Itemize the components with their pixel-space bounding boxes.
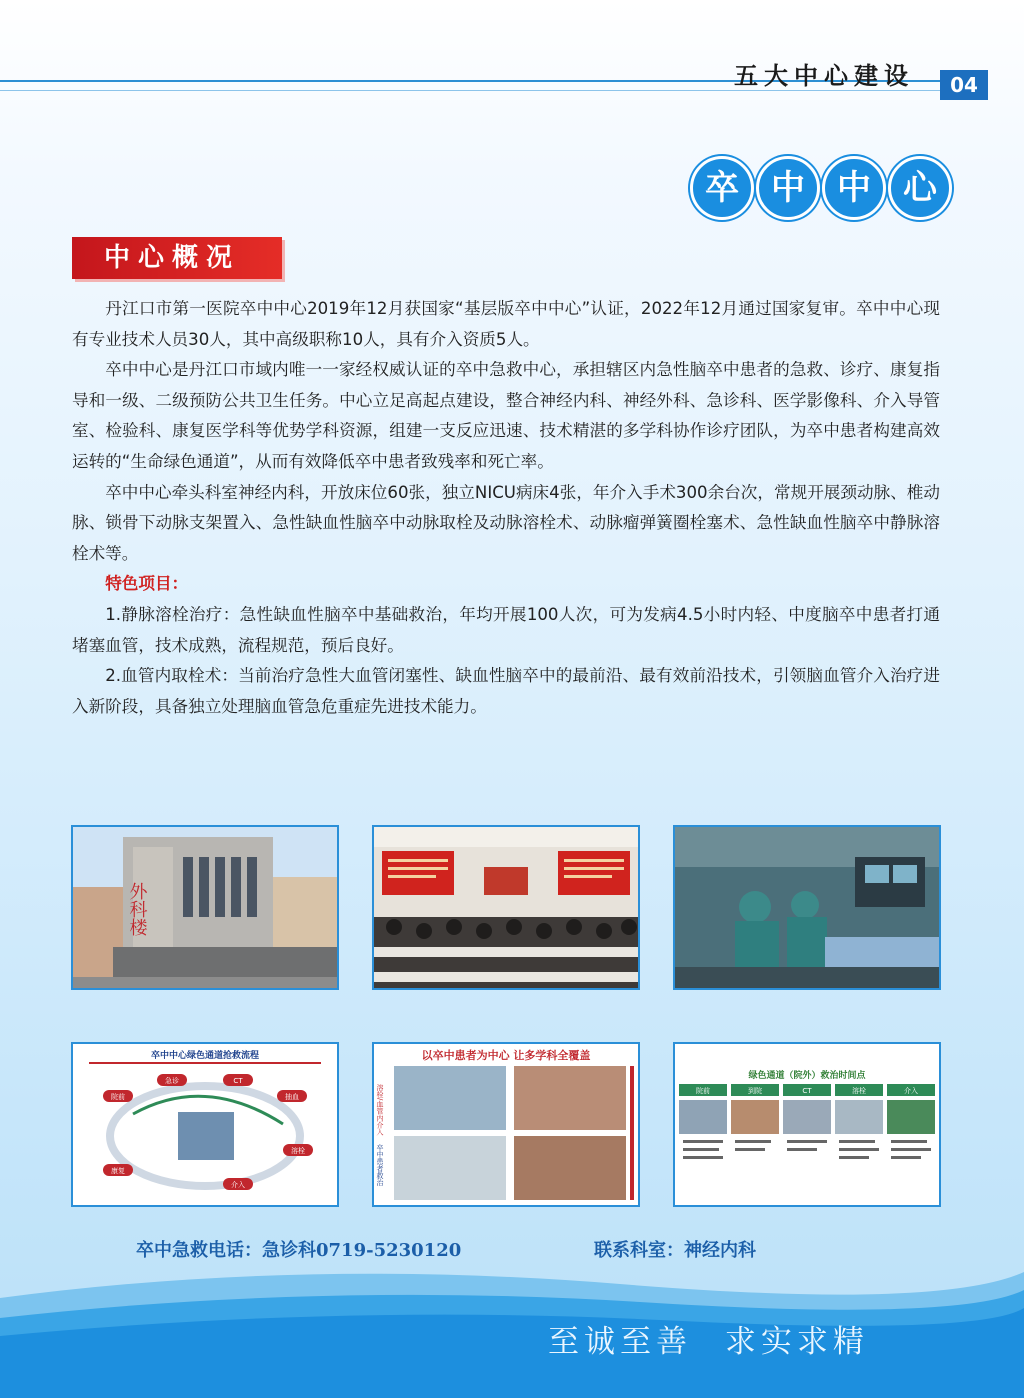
timeline-step: 介入 bbox=[904, 1087, 918, 1095]
photo-timeline bbox=[673, 1042, 941, 1207]
flow-node: 溶栓 bbox=[291, 1147, 305, 1155]
feature-item: 2.血管内取栓术：当前治疗急性大血管闭塞性、缺血性脑卒中的最前沿、最有效前沿技术，引领脑血管介入治疗进入新阶段，具备独立处理脑血管急危重症先进技术能力。 bbox=[72, 666, 940, 716]
timeline-step: 院前 bbox=[696, 1087, 710, 1095]
photo-surgery bbox=[673, 825, 941, 990]
body-text bbox=[72, 294, 940, 722]
page-title bbox=[690, 156, 952, 220]
hotline-text: 卒中急救电话：急诊科0719-5230120 bbox=[136, 1240, 462, 1261]
paragraph: 卒中中心牵头科室神经内科，开放床位60张，独立NICU病床4张，年介入手术300余台次，常规开展颈动脉、椎动脉、锁骨下动脉支架置入、急性缺血性脑卒中动脉取栓及动脉溶栓术、动脉瘤弹簧圈栓塞术、急性缺血性脑卒中静脉溶栓术等。 bbox=[72, 482, 940, 563]
flow-node: 院前 bbox=[111, 1093, 125, 1101]
flow-node: 急诊 bbox=[165, 1077, 179, 1085]
title-char: 卒 bbox=[690, 156, 754, 220]
page-number: 04 bbox=[940, 70, 988, 100]
timeline-steps bbox=[679, 1084, 935, 1096]
flow-node: 康复 bbox=[111, 1167, 125, 1175]
section-title: 五大中心建设 bbox=[734, 61, 914, 90]
feature-heading: 特色项目： bbox=[105, 574, 189, 594]
feature-item: 1.静脉溶栓治疗：急性缺血性脑卒中基础救治，年均开展100人次，可为发病4.5小时内轻、中度脑卒中患者打通堵塞血管，技术成熟，流程规范，预后良好。 bbox=[72, 604, 940, 655]
collage-side-top: 溶栓/血管内介入 bbox=[376, 1084, 384, 1136]
photo-collage bbox=[372, 1042, 640, 1207]
building-sign: 外科楼 bbox=[126, 882, 148, 936]
flow-node: CT bbox=[233, 1077, 243, 1085]
paragraph: 丹江口市第一医院卒中中心2019年12月获国家“基层版卒中中心”认证，2022年12月通过国家复审。卒中中心现有专业技术人员30人，其中高级职称10人，具有介入资质5人。 bbox=[72, 299, 940, 349]
title-char: 心 bbox=[888, 156, 952, 220]
department-text: 联系科室：神经内科 bbox=[594, 1240, 756, 1261]
slogan: 至诚至善 求实求精 bbox=[548, 1324, 869, 1360]
timeline-step: 溶栓 bbox=[852, 1087, 866, 1095]
surgery-illustration bbox=[675, 827, 939, 988]
timeline-title: 绿色通道（院外）救治时间点 bbox=[748, 1071, 866, 1081]
flow-node: 抽血 bbox=[285, 1093, 299, 1101]
meeting-illustration bbox=[374, 827, 638, 988]
title-char: 中 bbox=[822, 156, 886, 220]
subheading: 中心概况 bbox=[72, 237, 282, 279]
building-illustration bbox=[73, 827, 337, 988]
timeline-illustration bbox=[675, 1044, 939, 1205]
collage-illustration bbox=[374, 1044, 638, 1205]
timeline-step: CT bbox=[802, 1087, 812, 1095]
photo-building bbox=[71, 825, 339, 990]
collage-side-bottom: 卒中患者救治 bbox=[376, 1144, 384, 1186]
title-char: 中 bbox=[756, 156, 820, 220]
bottom-wave bbox=[0, 1262, 1024, 1398]
flow-node: 介入 bbox=[231, 1181, 245, 1189]
flowchart-title: 卒中中心绿色通道抢救流程 bbox=[150, 1051, 260, 1061]
photo-flowchart bbox=[71, 1042, 339, 1207]
timeline-step: 到院 bbox=[748, 1087, 762, 1095]
collage-title: 以卒中患者为中心 让多学科全覆盖 bbox=[421, 1049, 591, 1062]
paragraph: 卒中中心是丹江口市域内唯一一家经权威认证的卒中急救中心，承担辖区内急性脑卒中患者的急救、诊疗、康复指导和一级、二级预防公共卫生任务。中心立足高起点建设，整合神经内科、神经外科、急诊科、医学影像科、介入导管室、检验科、康复医学科等优势学科资源，组建一支反应迅速、技术精湛的多学科协作诊疗团队，为卒中患者构建高效运转的“生命绿色通道”，从而有效降低卒中患者致残率和死亡率。 bbox=[72, 360, 940, 471]
flowchart-illustration bbox=[73, 1044, 337, 1205]
photo-meeting bbox=[372, 825, 640, 990]
